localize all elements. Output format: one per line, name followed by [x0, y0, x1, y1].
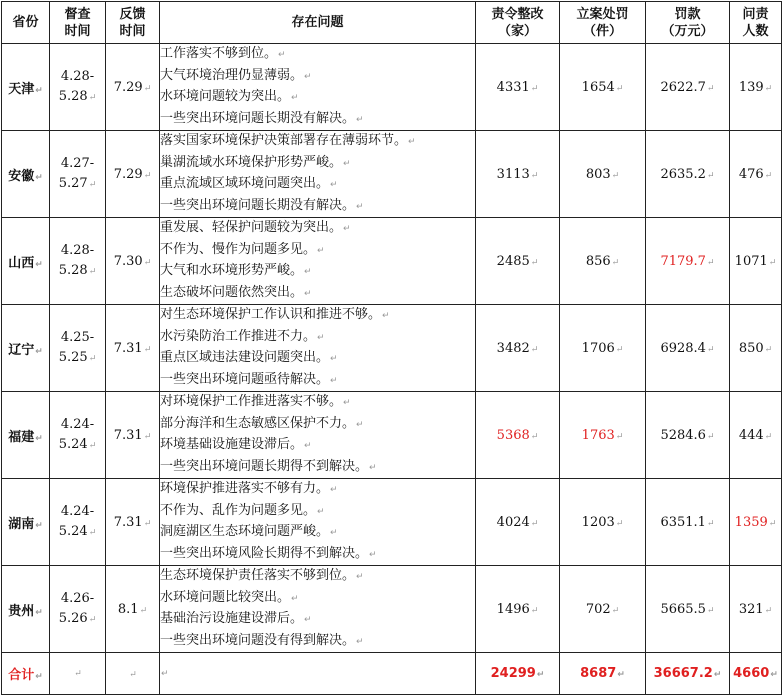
accountable-cell: 1071↵ [730, 218, 782, 305]
cases-cell: 1706↵ [560, 305, 646, 392]
header-row [2, 2, 782, 44]
table-row [2, 44, 782, 131]
issue-line: 对生态环境保护工作认识和推进不够。↵ [160, 307, 390, 322]
feedback-cell: 7.31↵ [106, 305, 160, 392]
fine-cell: 6351.1↵ [646, 479, 730, 566]
header-accountable: 问责 人数 [730, 2, 782, 44]
rectify-cell: 4331↵ [476, 44, 560, 131]
issue-line: 一些突出环境风险长期得不到解决。↵ [160, 545, 377, 561]
issue-line: 不作为、慢作为问题多见。↵ [160, 241, 325, 257]
cases-cell: 1203↵ [560, 479, 646, 566]
rectify-cell: 1496↵ [476, 566, 560, 653]
total-period-empty: ↵ [50, 653, 106, 695]
issue-line: 重点区域违法建设问题突出。↵ [160, 350, 338, 365]
fine-cell-highlighted: 7179.7↵ [646, 218, 730, 305]
fine-cell: 2635.2↵ [646, 131, 730, 218]
total-issues-empty: ↵ [160, 653, 476, 695]
province-cell: 天津↵ [2, 44, 50, 131]
accountable-cell: 476↵ [730, 131, 782, 218]
feedback-cell: 7.29↵ [106, 44, 160, 131]
cases-cell: 803↵ [560, 131, 646, 218]
table-row [2, 305, 782, 392]
issue-line: 洞庭湖区生态环境问题严峻。↵ [160, 524, 338, 539]
fine-cell: 6928.4↵ [646, 305, 730, 392]
table-row [2, 218, 782, 305]
rectify-cell: 2485↵ [476, 218, 560, 305]
issue-line: 基础治污设施建设滞后。↵ [160, 611, 312, 626]
province-cell: 贵州↵ [2, 566, 50, 653]
header-issues: 存在问题 [160, 2, 476, 44]
issues-cell [160, 479, 476, 566]
issue-line: 工作落实不够到位。↵ [160, 46, 286, 61]
issues-cell [160, 392, 476, 479]
table-row [2, 131, 782, 218]
accountable-cell: 850↵ [730, 305, 782, 392]
total-fine: 36667.2↵ [646, 653, 730, 695]
issues-cell [160, 131, 476, 218]
accountable-cell: 139↵ [730, 44, 782, 131]
issue-line: 落实国家环境保护决策部署存在薄弱环节。↵ [160, 133, 416, 148]
accountable-cell: 321↵ [730, 566, 782, 653]
feedback-cell: 7.29↵ [106, 131, 160, 218]
inspection-table [1, 1, 782, 695]
rectify-cell-highlighted: 5368↵ [476, 392, 560, 479]
period-cell: 4.28- 5.28↵ [50, 218, 106, 305]
issue-line: 一些突出环境问题长期没有解决。↵ [160, 197, 364, 213]
header-cases: 立案处罚 （件） [560, 2, 646, 44]
period-cell: 4.28- 5.28↵ [50, 44, 106, 131]
issue-line: 环境基础设施建设滞后。↵ [160, 437, 312, 452]
total-rectify: 24299↵ [476, 653, 560, 695]
province-cell: 山西↵ [2, 218, 50, 305]
header-fine: 罚款 （万元） [646, 2, 730, 44]
issue-line: 对环境保护工作推进落实不够。↵ [160, 394, 351, 409]
rectify-cell: 3113↵ [476, 131, 560, 218]
province-cell: 安徽↵ [2, 131, 50, 218]
issues-cell [160, 566, 476, 653]
issue-line: 大气和水环境形势严峻。↵ [160, 263, 312, 278]
table-row [2, 566, 782, 653]
cases-cell-highlighted: 1763↵ [560, 392, 646, 479]
province-cell: 辽宁↵ [2, 305, 50, 392]
issue-line: 大气环境治理仍显薄弱。↵ [160, 67, 312, 83]
issue-line: 一些突出环境问题亟待解决。↵ [160, 371, 338, 387]
header-inspect-time: 督查 时间 [50, 2, 106, 44]
accountable-cell-highlighted: 1359↵ [730, 479, 782, 566]
period-cell: 4.26- 5.26↵ [50, 566, 106, 653]
table-row [2, 479, 782, 566]
issue-line: 水污染防治工作推进不力。↵ [160, 328, 325, 344]
issue-line: 一些突出环境问题长期没有解决。↵ [160, 110, 364, 126]
cases-cell: 702↵ [560, 566, 646, 653]
issue-line: 不作为、乱作为问题多见。↵ [160, 502, 325, 518]
issue-line: 一些突出环境问题长期得不到解决。↵ [160, 458, 377, 474]
issue-line: 水环境问题比较突出。↵ [160, 589, 299, 605]
issue-line: 一些突出环境问题没有得到解决。↵ [160, 632, 364, 648]
province-cell: 湖南↵ [2, 479, 50, 566]
header-feedback-time: 反馈 时间 [106, 2, 160, 44]
issue-line: 环境保护推进落实不够有力。↵ [160, 481, 338, 496]
header-province: 省份 [2, 2, 50, 44]
feedback-cell: 8.1↵ [106, 566, 160, 653]
rectify-cell: 4024↵ [476, 479, 560, 566]
feedback-cell: 7.31↵ [106, 392, 160, 479]
accountable-cell: 444↵ [730, 392, 782, 479]
fine-cell: 5284.6↵ [646, 392, 730, 479]
issue-line: 生态破坏问题依然突出。↵ [160, 284, 312, 300]
table-row [2, 392, 782, 479]
period-cell: 4.27- 5.27↵ [50, 131, 106, 218]
issues-cell [160, 218, 476, 305]
feedback-cell: 7.30↵ [106, 218, 160, 305]
cases-cell: 1654↵ [560, 44, 646, 131]
issue-line: 重点流域区域环境问题突出。↵ [160, 176, 338, 191]
period-cell: 4.25- 5.25↵ [50, 305, 106, 392]
issue-line: 生态环境保护责任落实不够到位。↵ [160, 568, 364, 583]
feedback-cell: 7.31↵ [106, 479, 160, 566]
province-cell: 福建↵ [2, 392, 50, 479]
issue-line: 水环境问题较为突出。↵ [160, 89, 299, 104]
fine-cell: 5665.5↵ [646, 566, 730, 653]
total-accountable: 4660↵ [730, 653, 782, 695]
cases-cell: 856↵ [560, 218, 646, 305]
issues-cell [160, 44, 476, 131]
issue-line: 重发展、轻保护问题较为突出。↵ [160, 220, 351, 235]
total-label: 合计↵ [2, 653, 50, 695]
issues-cell [160, 305, 476, 392]
issue-line: 巢湖流域水环境保护形势严峻。↵ [160, 154, 351, 170]
header-rectify: 责令整改 （家） [476, 2, 560, 44]
total-feedback-empty: ↵ [106, 653, 160, 695]
fine-cell: 2622.7↵ [646, 44, 730, 131]
period-cell: 4.24- 5.24↵ [50, 392, 106, 479]
total-row [2, 653, 782, 695]
rectify-cell: 3482↵ [476, 305, 560, 392]
issue-line: 部分海洋和生态敏感区保护不力。↵ [160, 415, 364, 431]
period-cell: 4.24- 5.24↵ [50, 479, 106, 566]
total-cases: 8687↵ [560, 653, 646, 695]
